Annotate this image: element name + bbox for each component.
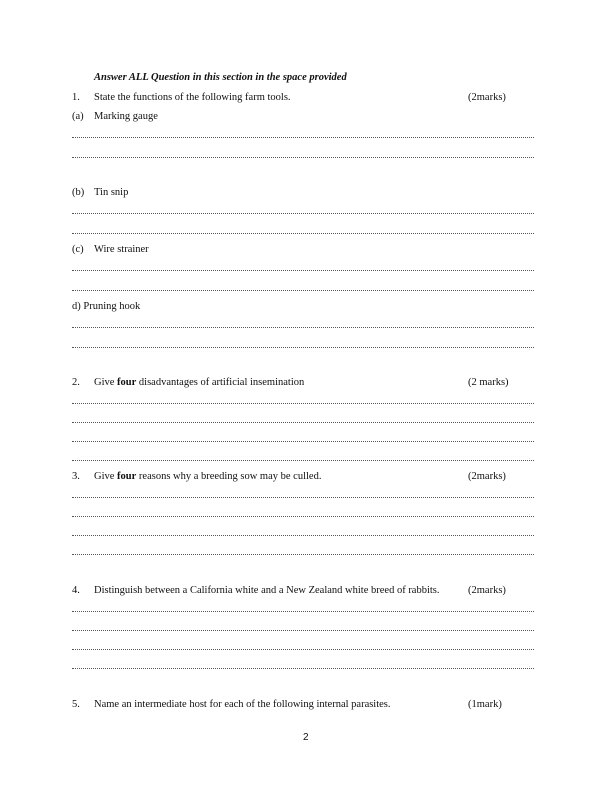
question-4-text: Distinguish between a California white and a New Zealand white breed of rabbits. [94,585,440,596]
answer-line[interactable] [72,327,534,328]
answer-line[interactable] [72,497,534,498]
question-3-marks: (2marks) [468,471,506,482]
question-3-number: 3. [72,471,80,482]
answer-line[interactable] [72,630,534,631]
question-5-marks: (1mark) [468,699,502,710]
answer-line[interactable] [72,403,534,404]
q1-part-b-text: Tin snip [94,187,129,198]
question-2-number: 2. [72,377,80,388]
answer-line[interactable] [72,290,534,291]
q1-part-d-label: d) [72,301,81,312]
answer-line[interactable] [72,649,534,650]
question-3-emphasis: four [117,471,137,482]
q1-part-a-label: (a) [72,111,84,122]
question-4-number: 4. [72,585,80,596]
answer-line[interactable] [72,137,534,138]
answer-line[interactable] [72,516,534,517]
answer-line[interactable] [72,441,534,442]
question-1-marks: (2marks) [468,92,506,103]
answer-line[interactable] [72,611,534,612]
question-5-number: 5. [72,699,80,710]
question-1-text: State the functions of the following farm tools. [94,92,291,103]
q1-part-c-label: (c) [72,244,84,255]
section-instruction: Answer ALL Question in this section in the space provided [94,72,347,83]
answer-line[interactable] [72,554,534,555]
q1-part-d [72,301,140,312]
question-2-text-end: disadvantages of artificial insemination [136,377,305,388]
q1-part-b-label: (b) [72,187,85,198]
question-3-text-start: Give [94,471,118,482]
question-5-text: Name an intermediate host for each of the following internal parasites. [94,699,391,710]
answer-line[interactable] [72,422,534,423]
answer-line[interactable] [72,668,534,669]
question-1-number: 1. [72,92,80,103]
answer-line[interactable] [72,535,534,536]
answer-line[interactable] [72,157,534,158]
question-2-text [94,377,304,388]
question-2-emphasis: four [117,377,137,388]
q1-part-a-text: Marking gauge [94,111,158,122]
answer-line[interactable] [72,270,534,271]
question-2-marks: (2 marks) [468,377,509,388]
answer-line[interactable] [72,460,534,461]
answer-line[interactable] [72,347,534,348]
q1-part-c-text: Wire strainer [94,244,149,255]
question-3-text-end: reasons why a breeding sow may be culled. [136,471,322,482]
answer-line[interactable] [72,213,534,214]
answer-line[interactable] [72,233,534,234]
question-4-marks: (2marks) [468,585,506,596]
question-3-text [94,471,321,482]
page-number: 2 [303,732,309,743]
q1-part-d-text: Pruning hook [83,301,141,312]
question-2-text-start: Give [94,377,118,388]
